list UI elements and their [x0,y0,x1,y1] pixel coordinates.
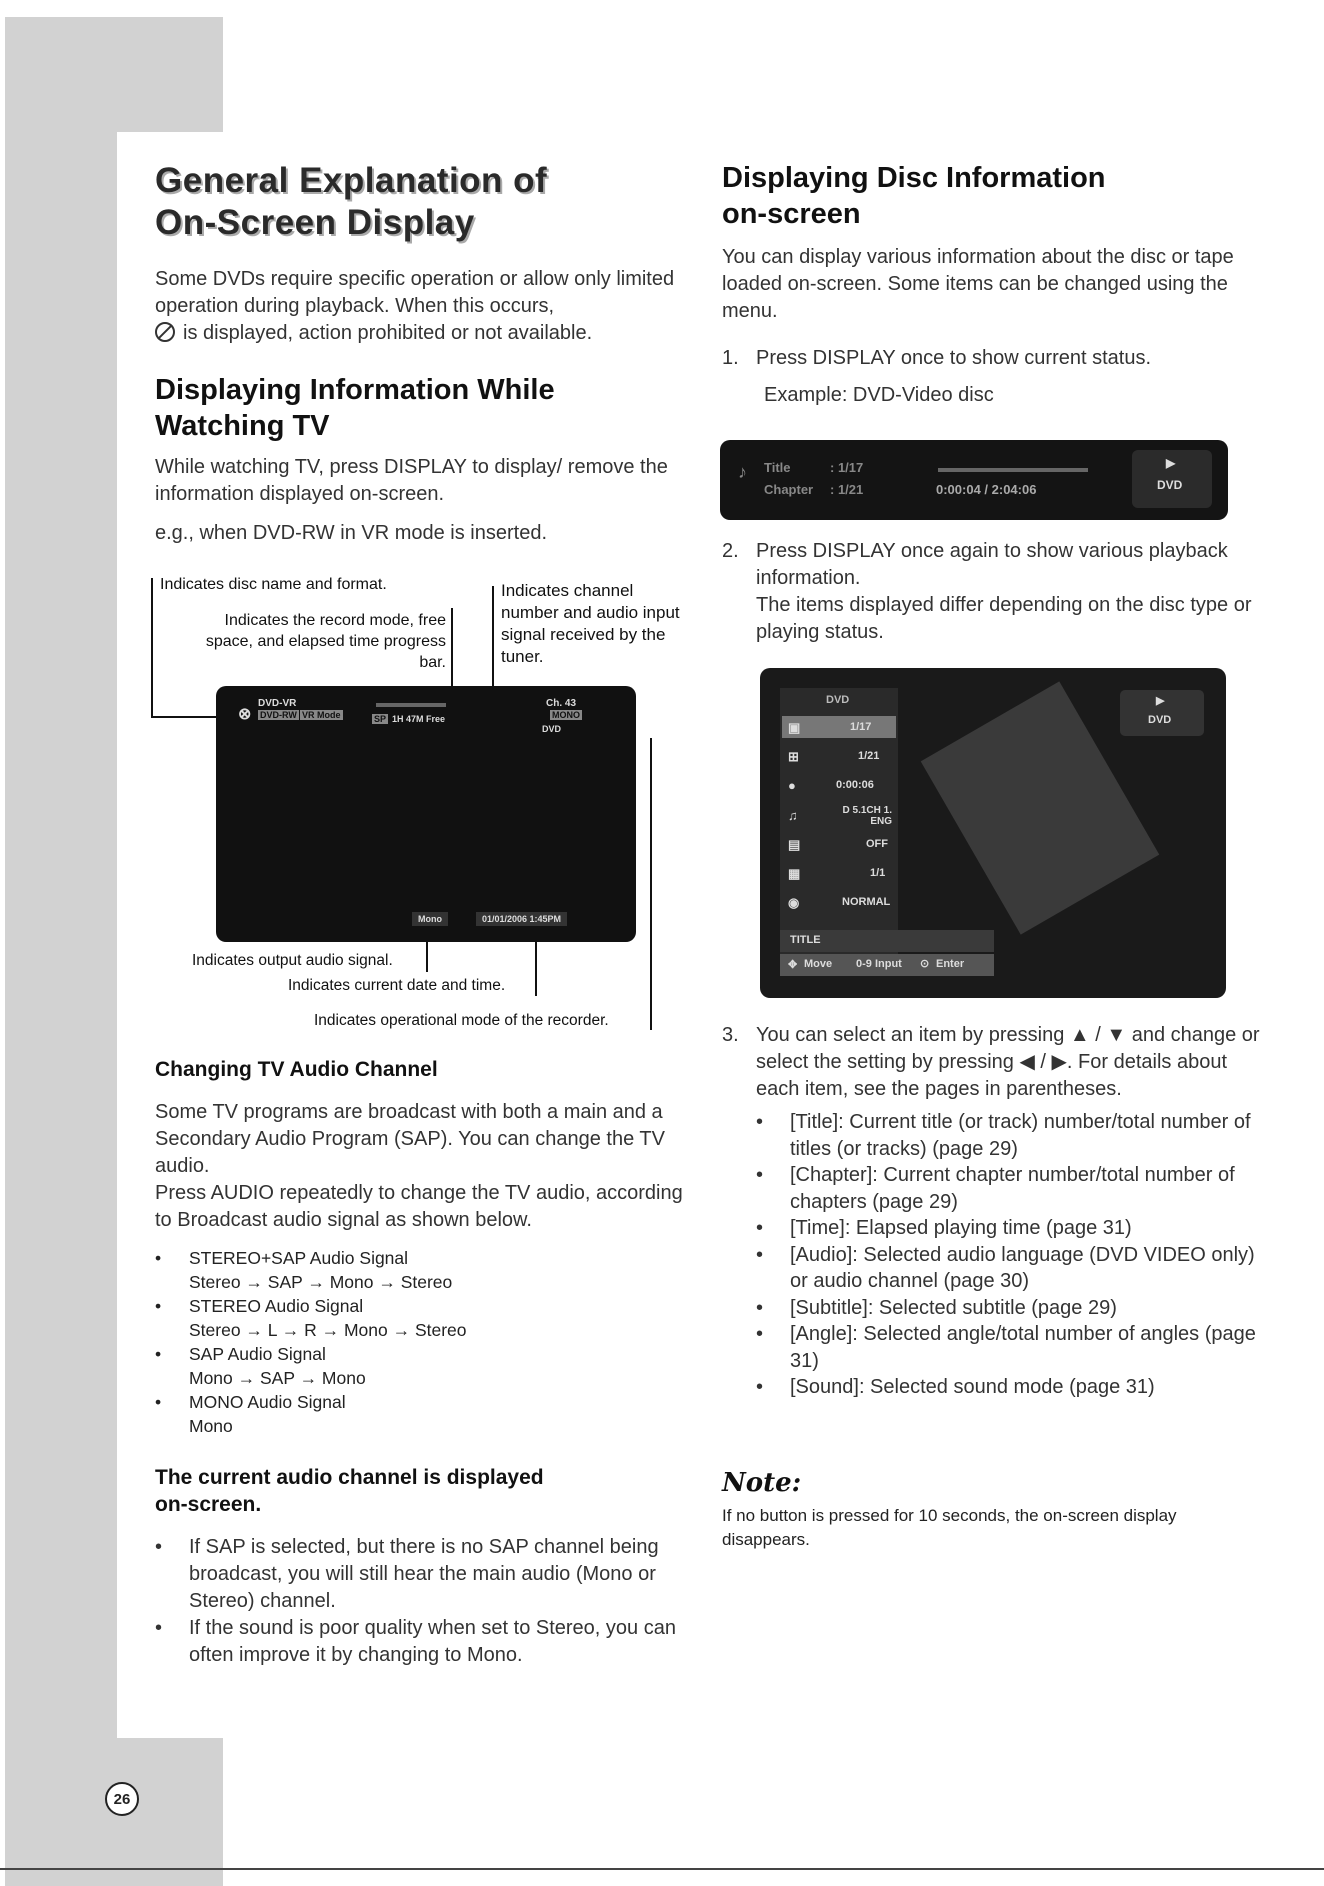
tv-heading-line2: Watching TV [155,410,330,442]
current-audio-item: • If SAP is selected, but there is no SAP channel being broadcast, you will still hear the main audio (Mono or Stereo) channel. [155,1534,685,1615]
step-1-number: 1. [722,347,739,369]
left-lower [155,1056,685,1669]
menu-disc: DVD [1148,714,1172,726]
menu-row-title[interactable]: 1/17 [850,721,872,733]
item-chapter: • [Chapter]: Current chapter number/total number of chapters (page 29) [756,1162,1267,1215]
move-icon: ✥ [788,959,798,971]
enter-icon: ⊙ [920,958,930,970]
step-1 [722,345,1262,372]
disc-icon: ⊗ [238,706,252,723]
audio-paragraph-1: Some TV programs are broadcast with both a main and a Secondary Audio Program (SAP). You can change the TV audio. [155,1101,665,1177]
signal-sequence: Stereo → L → R → Mono → Stereo [189,1320,467,1340]
main-title-line1: General Explanation of [155,161,548,200]
item-title: • [Title]: Current title (or track) number/total number of titles (or tracks) (page 29) [756,1109,1267,1162]
playback-menu-screen [760,668,1226,998]
menu-row-sound[interactable]: NORMAL [842,896,891,908]
current-audio-list [155,1534,685,1669]
annotation-disc-name: Indicates disc name and format. [160,576,387,593]
page-number: 26 [105,1782,139,1816]
menu-footer-label: TITLE [790,934,821,946]
time-progress-bar [938,468,1088,472]
menu-row-angle[interactable]: 1/1 [870,867,886,879]
play-icon: ▶ [1156,695,1165,707]
play-icon: ▶ [1166,456,1176,470]
page-tab-top [5,17,223,132]
step-1-text: Press DISPLAY once to show current status. [756,347,1151,369]
note-block [722,1468,1232,1552]
step-1-example: Example: DVD-Video disc [764,384,994,406]
left-column [155,160,685,547]
signal-item [155,1342,685,1390]
leader-line [492,586,494,698]
step-2 [722,538,1262,646]
page-side-bar [5,132,117,1738]
leader-line [426,940,428,972]
tv-osd-screen [216,686,636,942]
note-text: If no button is pressed for 10 seconds, the on-screen display disappears. [722,1506,1177,1549]
disc-info-intro: You can display various information about the disc or tape loaded on-screen. Some items can be changed using the menu. [722,246,1234,322]
osd-mode: SP [374,714,387,724]
osd-disc: DVD-VR [258,698,297,709]
osd-audio-in: MONO [552,710,580,720]
item-time: • [Time]: Elapsed playing time (page 31) [756,1215,1267,1242]
title-icon: ▣ [788,720,801,735]
disc-info-title-line1: Displaying Disc Information [722,162,1106,194]
annotation-operational-mode: Indicates operational mode of the recorder. [314,1012,609,1029]
bar-disc: DVD [1157,478,1183,492]
leader-line [650,738,652,1030]
current-audio-item: • If the sound is poor quality when set to Stereo, you can often improve it by changing to Mono. [155,1615,685,1669]
leader-line [535,940,537,996]
main-title-line2: On-Screen Display [155,203,475,242]
osd-channel: Ch. 43 [546,698,577,709]
intro-text-2 [155,320,685,347]
disc-info-title-line2: on-screen [722,198,861,230]
signal-name: STEREO Audio Signal [189,1296,364,1316]
menu-row-audio[interactable]: D 5.1CH 1. ENG [842,805,892,827]
intro-text: Some DVDs require specific operation or allow only limited operation during playback. When this occurs, [155,268,675,317]
signal-name: SAP Audio Signal [189,1344,326,1364]
signal-item [155,1390,685,1438]
signal-item [155,1246,685,1294]
bar-time: 0:00:04 / 2:04:06 [936,482,1037,497]
current-audio-heading-line1: The current audio channel is displayed [155,1466,544,1489]
signal-list [155,1246,685,1438]
item-sound: • [Sound]: Selected sound mode (page 31) [756,1374,1267,1401]
time-icon: ● [788,778,796,793]
audio-paragraph-2: Press AUDIO repeatedly to change the TV audio, according to Broadcast audio signal as shown below. [155,1182,683,1231]
tv-example: e.g., when DVD-RW in VR mode is inserted. [155,522,548,544]
signal-name: STEREO+SAP Audio Signal [189,1248,409,1268]
bar-chapter-value: : 1/21 [830,482,864,497]
item-angle: • [Angle]: Selected angle/total number of angles (page 31) [756,1321,1267,1374]
bar-title-value: : 1/17 [830,460,864,475]
annotation-channel: Indicates channel number and audio input signal received by the tuner. [501,581,680,666]
disc-icon: ♪ [738,462,747,482]
osd-format1: DVD-RW [260,710,297,720]
osd-datetime: 01/01/2006 1:45PM [476,912,567,926]
note-title: Note: [722,1468,802,1498]
step-3 [722,1022,1267,1401]
signal-item [155,1294,685,1342]
hint-input: 0-9 Input [856,958,902,970]
hint-move: Move [804,958,833,970]
step-2-number: 2. [722,540,739,562]
menu-row-chapter[interactable]: 1/21 [858,750,880,762]
tv-heading-line1: Displaying Information While [155,374,555,406]
progress-bar [376,703,446,707]
intro-text-2-label: is displayed, action prohibited or not available. [183,322,593,344]
disc-info-bar [720,440,1228,520]
angle-icon: ▦ [788,866,801,881]
step-3-text: You can select an item by pressing ▲ / ▼ and change or select the setting by pressing ◀ / ▶. For details about each item, see the pages in parentheses. [756,1024,1260,1100]
osd-audio-out: Mono [412,912,448,926]
item-audio: • [Audio]: Selected audio language (DVD VIDEO only) or audio channel (page 30) [756,1242,1267,1295]
items-list [756,1109,1267,1401]
annotation-date-time: Indicates current date and time. [288,977,506,994]
signal-sequence: Stereo → SAP → Mono → Stereo [189,1272,453,1292]
signal-sequence: Mono [189,1416,233,1436]
step-2-text-a: Press DISPLAY once again to show various playback information. [756,540,1228,589]
item-subtitle: • [Subtitle]: Selected subtitle (page 29) [756,1295,1267,1322]
bar-title-label: Title [764,460,791,475]
annotation-output-audio: Indicates output audio signal. [192,952,393,969]
signal-sequence: Mono → SAP → Mono [189,1368,366,1388]
subtitle-icon: ▤ [788,837,801,852]
step-2-text-b: The items displayed differ depending on the disc type or playing status. [756,594,1252,643]
bottom-rule [0,1868,1324,1870]
tv-osd-diagram [148,572,688,1042]
osd-free: 1H 47M Free [392,714,446,724]
annotation-record-mode: Indicates the record mode, free space, and elapsed time progress bar. [205,612,446,671]
audio-icon: ♫ [788,808,798,823]
chapter-icon: ⊞ [788,749,799,764]
prohibited-icon [155,322,175,342]
leader-line [151,716,216,718]
tv-paragraph: While watching TV, press DISPLAY to display/ remove the information displayed on-screen. [155,456,668,505]
menu-header: DVD [826,694,850,706]
menu-row-subtitle[interactable]: OFF [866,838,888,850]
step-3-number: 3. [722,1024,739,1046]
bar-chapter-label: Chapter [764,482,814,497]
osd-mode-label: DVD [542,724,562,734]
sound-icon: ◉ [788,895,800,910]
audio-heading: Changing TV Audio Channel [155,1058,438,1081]
osd-format2: VR Mode [302,710,341,720]
menu-row-time[interactable]: 0:00:06 [836,779,874,791]
hint-enter: Enter [936,958,965,970]
current-audio-heading-line2: on-screen. [155,1493,262,1516]
leader-line [151,578,153,718]
signal-name: MONO Audio Signal [189,1392,346,1412]
right-column [722,160,1262,409]
